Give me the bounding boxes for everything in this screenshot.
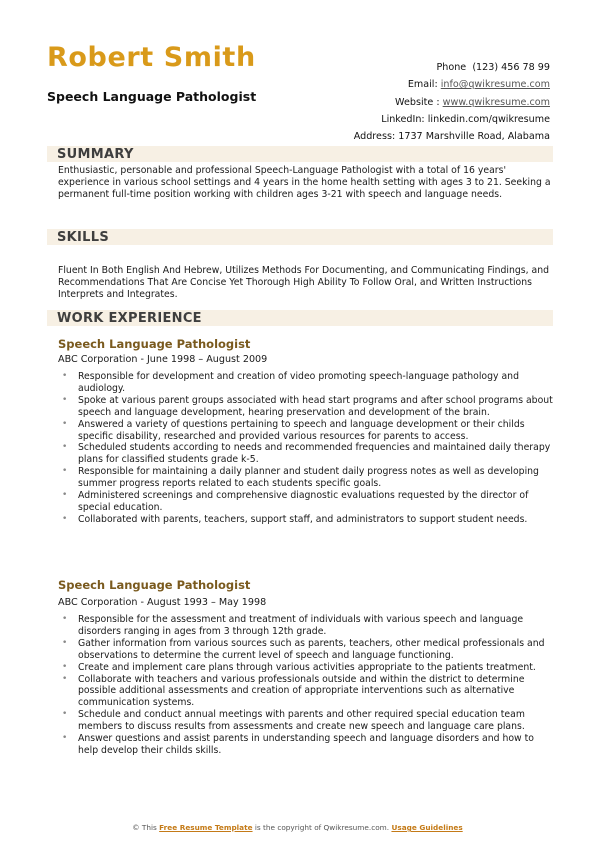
free-resume-template-link[interactable]: Free Resume Template (159, 823, 253, 832)
footer-prefix: © This (132, 823, 157, 832)
contact-block (290, 59, 550, 145)
job-1-bullet: • Administered screenings and comprehensive diagnostic evaluations requested by the director of special education. (60, 490, 555, 514)
footer (0, 824, 595, 831)
job-1-bullet: • Answered a variety of questions pertaining to speech and language development or their childs specific disability, researched and provided various resources for parents to access. (60, 419, 555, 443)
phone-value: (123) 456 78 99 (472, 62, 550, 73)
contact-website-row (290, 94, 550, 111)
job-2-bullet: • Collaborate with teachers and various professionals outside and within the district to determine possible additional assessments and creation of appropriate interventions such as alternative communication systems. (60, 674, 555, 710)
job-2-bullet: • Schedule and conduct annual meetings with parents and other required special education team members to discuss results from assessments and create new speech and language care plans. (60, 709, 555, 733)
experience-heading: WORK EXPERIENCE (57, 311, 202, 326)
summary-section-bar (47, 146, 553, 162)
phone-label: Phone (436, 62, 467, 73)
linkedin-label: LinkedIn: (381, 113, 425, 125)
summary-heading: SUMMARY (57, 147, 134, 162)
job-1-bullet: • Spoke at various parent groups associated with head start programs and after school programs about speech and language development, hearing preservation and development of the brain. (60, 395, 555, 419)
job-2-bullet: • Create and implement care plans through various activities appropriate to the patients treatment. (60, 662, 555, 674)
skills-heading: SKILLS (57, 230, 110, 245)
job-2-bullet: • Gather information from various sources such as parents, teachers, other medical professionals and observations to determine the current level of speech and language functioning. (60, 638, 555, 662)
job-2-company-dates: ABC Corporation - August 1993 – May 1998 (58, 597, 267, 608)
contact-phone-row (290, 59, 550, 76)
website-label: Website : (395, 96, 440, 108)
job-2-title: Speech Language Pathologist (58, 578, 251, 592)
skills-text: Fluent In Both English And Hebrew, Utilizes Methods For Documenting, and Communicating Findings, and Recommendations That Are Concise Yet Thorough High Ability To Follow Oral, and Written Instructions Interprets and Integrates. (58, 265, 550, 300)
usage-guidelines-link[interactable]: Usage Guidelines (391, 823, 463, 832)
linkedin-value: linkedin.com/qwikresume (427, 113, 550, 125)
job-1-title: Speech Language Pathologist (58, 337, 251, 351)
job-2-bullet: • Answer questions and assist parents in understanding speech and language disorders and how to help develop their childs skills. (60, 733, 555, 757)
contact-email-row (290, 76, 550, 93)
contact-linkedin-row (290, 111, 550, 128)
job-1-company-dates: ABC Corporation - June 1998 – August 2009 (58, 354, 268, 365)
summary-text: Enthusiastic, personable and professional Speech-Language Pathologist with a total of 16 years' experience in various school settings and 4 years in the home health setting with ages 3 to 21. Seeking a permanent full-time position working with children ages 3-21 with speech and language needs. (58, 165, 551, 200)
contact-address-row (290, 128, 550, 145)
job-2-bullet: • Responsible for the assessment and treatment of individuals with various speech and language disorders ranging in ages from 3 through 12th grade. (60, 614, 555, 638)
email-link[interactable]: info@qwikresume.com (440, 79, 550, 91)
candidate-job-title: Speech Language Pathologist (47, 89, 257, 104)
candidate-name: Robert Smith (47, 42, 256, 73)
skills-section-bar (47, 229, 553, 245)
address-value: 1737 Marshville Road, Alabama (398, 131, 550, 143)
job-1-bullet: • Responsible for development and creation of video promoting speech-language pathology and audiology. (60, 371, 555, 395)
job-1-bullet: • Collaborated with parents, teachers, support staff, and administrators to support student needs. (60, 514, 555, 526)
footer-copyright-text: is the copyright of Qwikresume.com. (254, 823, 390, 832)
job-1-bullet-list (60, 371, 555, 526)
experience-section-bar (47, 310, 553, 326)
job-1-bullet: • Scheduled students according to needs and recommended frequencies and maintained daily therapy plans for classified students grade k-5. (60, 442, 555, 466)
job-2-bullet-list (60, 614, 555, 757)
job-1-bullet: • Responsible for maintaining a daily planner and student daily progress notes as well as developing summer progress reports related to each students specific goals. (60, 466, 555, 490)
email-label: Email: (407, 79, 438, 91)
website-link[interactable]: www.qwikresume.com (442, 96, 550, 108)
address-label: Address: (353, 131, 396, 143)
